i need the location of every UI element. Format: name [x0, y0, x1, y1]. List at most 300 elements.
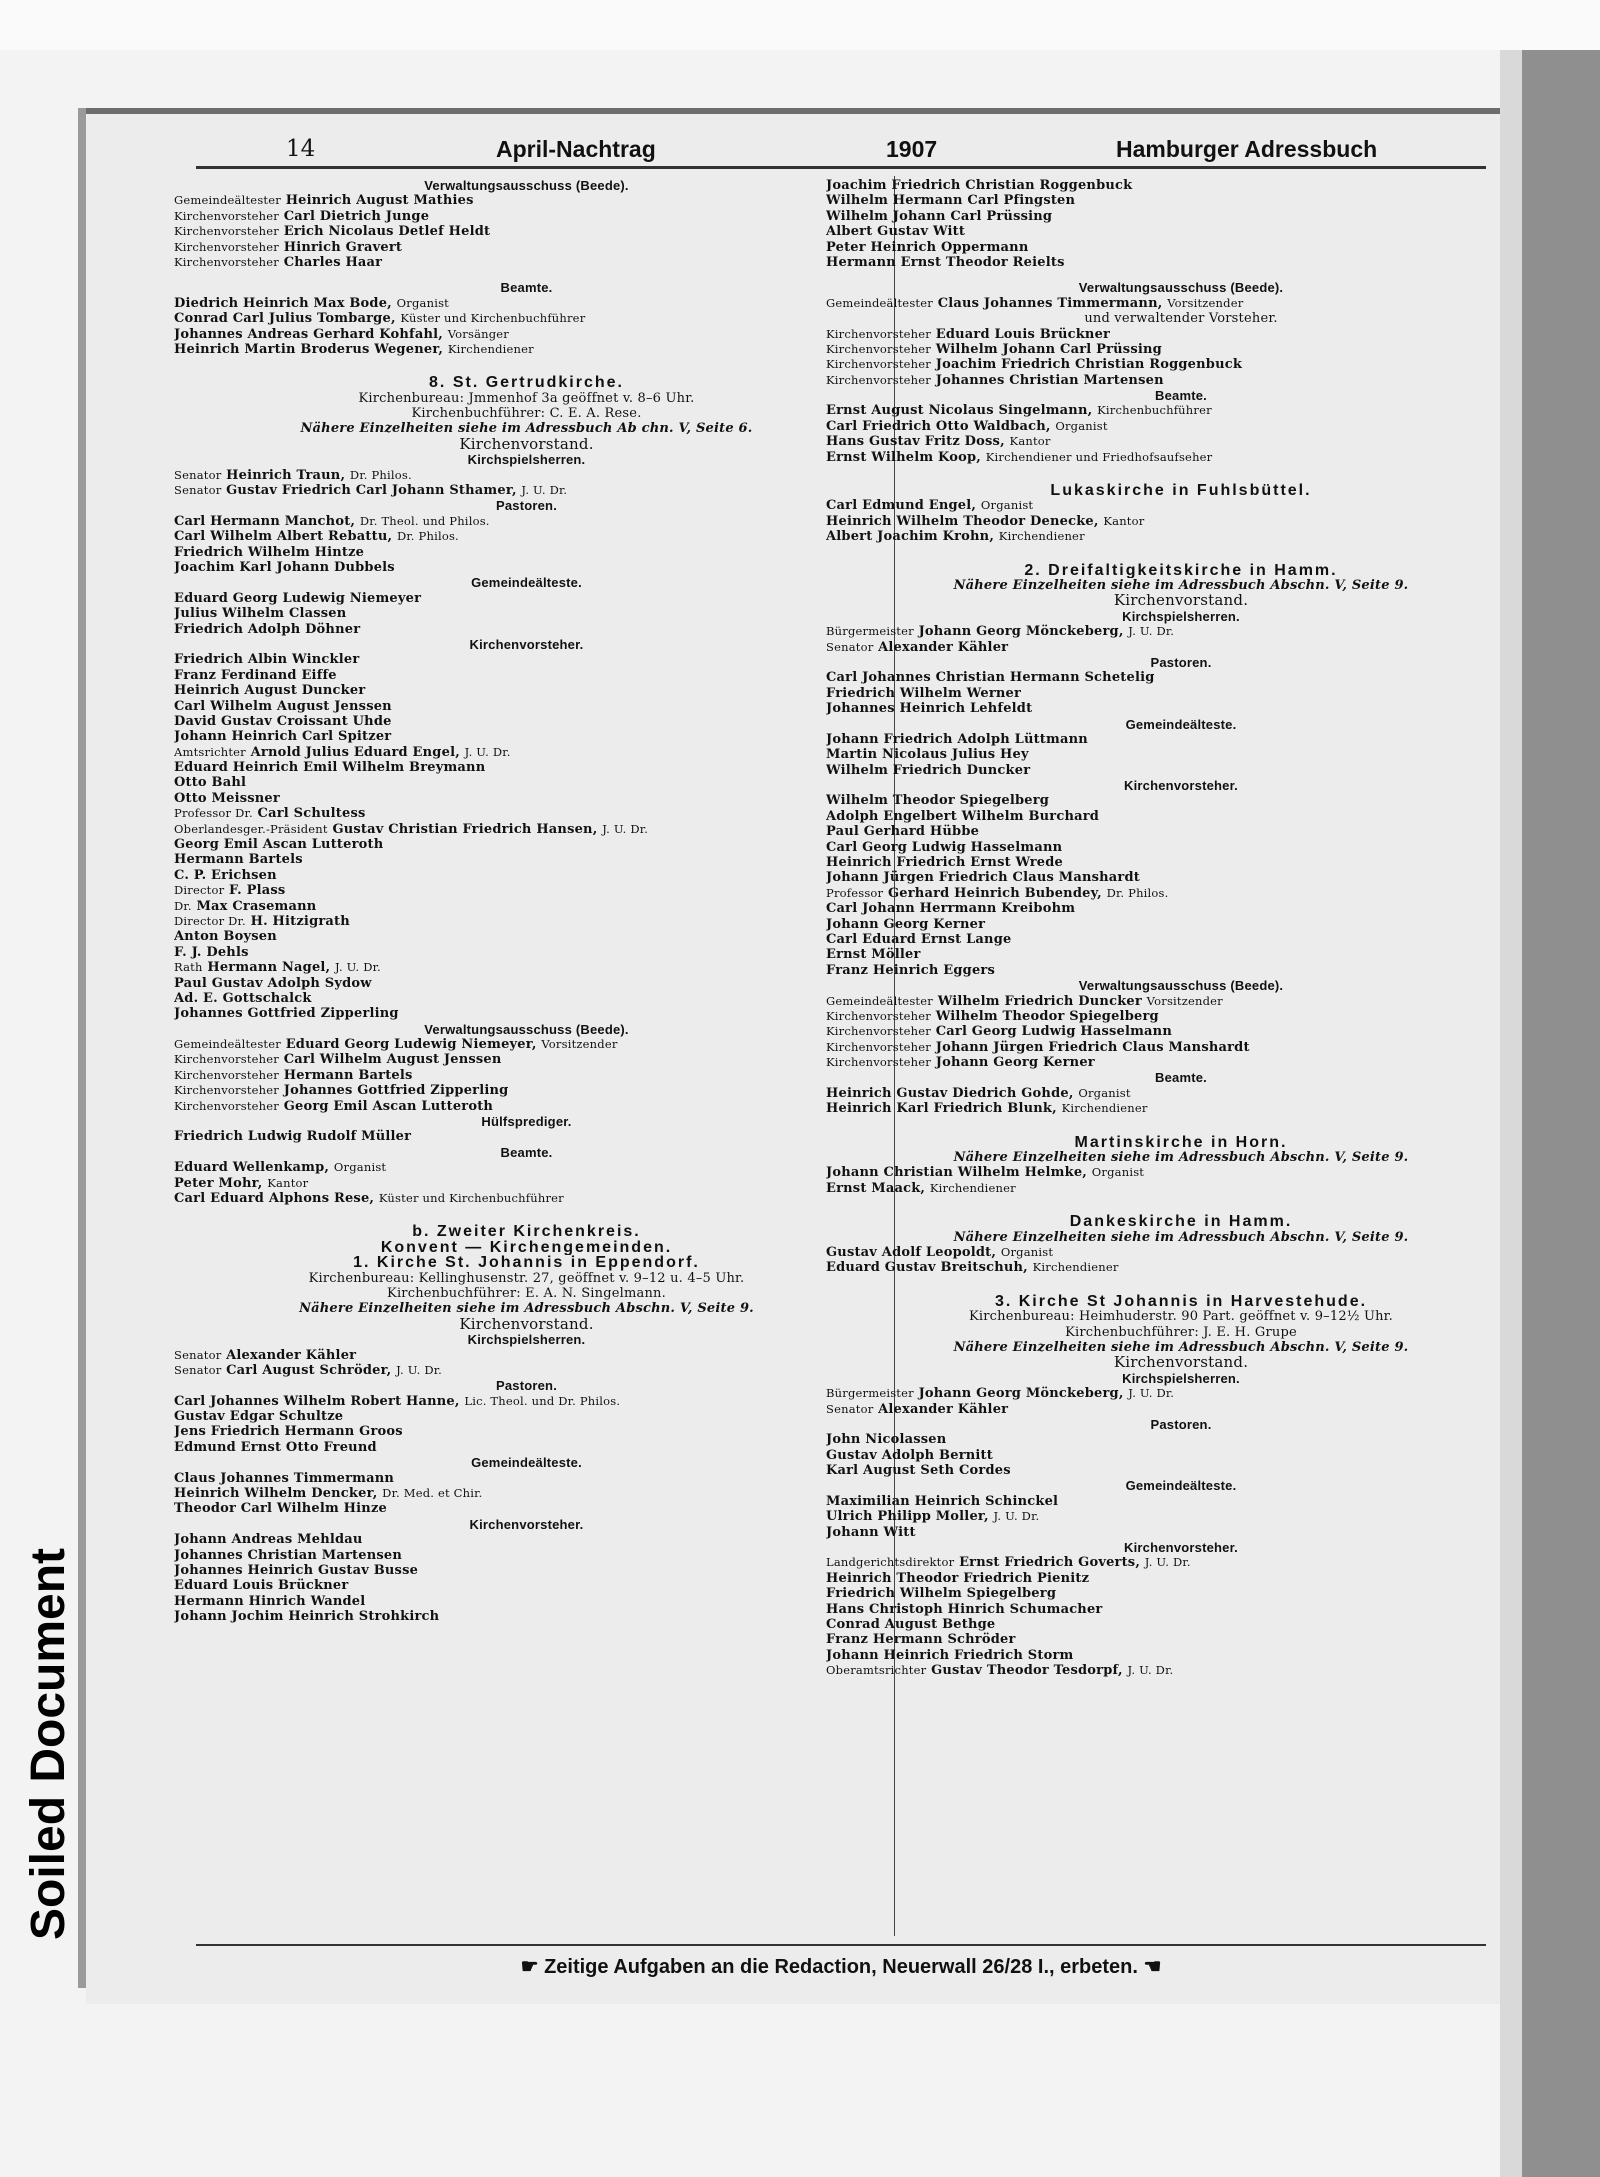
entry-name: Carl August Schröder, [226, 1362, 392, 1378]
entry-line [174, 514, 879, 529]
entry-line [826, 932, 1536, 947]
entry-line [826, 1463, 1536, 1478]
section-heading: Konvent — Kirchengemeinden. [380, 1239, 673, 1256]
entry-line [174, 193, 879, 208]
subheading: Verwaltungsausschuss (Beede). [424, 1021, 629, 1037]
entry-line [826, 1602, 1536, 1617]
entry-suffix: Vorsitzender [1167, 295, 1244, 310]
entry-line [174, 822, 879, 837]
entry-name: Johann Jürgen Friedrich Claus Manshardt [935, 1039, 1250, 1055]
entry-name: H. Hitzigrath [250, 913, 350, 929]
entry-name: Karl August Seth Cordes [826, 1463, 1011, 1479]
entry-line [826, 357, 1536, 372]
entry-line [174, 1532, 879, 1547]
entry-line [826, 1086, 1536, 1101]
entry-name: Friedrich Ludwig Rudolf Müller [174, 1129, 412, 1145]
entry-line [826, 901, 1536, 916]
entry-line [826, 640, 1536, 655]
entry-name: Johannes Christian Martensen [935, 372, 1164, 388]
entry-title: Dr. [174, 898, 192, 913]
spacer [826, 270, 1536, 280]
entry-line [174, 1609, 879, 1624]
entry-name: Carl Hermann Manchot, [174, 513, 356, 529]
entry-name: Otto Bahl [174, 775, 247, 791]
entry-line [174, 545, 879, 560]
footer-text: Zeitige Aufgaben an die Redaction, Neuerwall 26/28 I., erbeten. [544, 1956, 1138, 1978]
entry-line [826, 1586, 1536, 1601]
entry-line [174, 342, 879, 357]
entry-name: Carl Wilhelm August Jenssen [174, 698, 392, 714]
entry-name: Claus Johannes Timmermann [174, 1470, 395, 1486]
reference-note: Nähere Einzelheiten siehe im Adressbuch Abschn. V, Seite 9. [953, 577, 1409, 593]
subheading: Pastoren. [495, 498, 558, 514]
entry-line [174, 1037, 879, 1052]
entry-title: Kirchenvorsteher [174, 1083, 279, 1098]
pointing-hand-right-icon: ☚ [1143, 1956, 1162, 1978]
entry-line [174, 311, 879, 326]
page-number: 14 [286, 136, 316, 162]
entry-suffix: Organist [1091, 1165, 1145, 1180]
entry-name: Paul Gustav Adolph Sydow [174, 975, 372, 991]
pointing-hand-left-icon: ☛ [520, 1956, 539, 1978]
entry-line [174, 929, 879, 944]
entry-name: Arnold Julius Eduard Engel, [250, 744, 460, 760]
entry-line [826, 1055, 1536, 1070]
entry-name: Carl Georg Ludwig Hasselmann [826, 839, 1063, 855]
entry-name: F. Plass [229, 883, 286, 899]
section-heading: Lukaskirche in Fuhlsbüttel. [1050, 483, 1312, 499]
entry-name: Georg Emil Ascan Lutteroth [283, 1098, 494, 1114]
entry-title: Kirchenvorsteher [826, 341, 931, 356]
section-heading: Martinskirche in Horn. [1074, 1134, 1288, 1151]
entry-line [826, 886, 1536, 901]
entry-title: Senator [174, 1362, 222, 1377]
entry-name: Johann Christian Wilhelm Helmke, [826, 1165, 1088, 1181]
entry-line [826, 434, 1536, 449]
entry-name: Joachim Karl Johann Dubbels [174, 559, 395, 575]
reference-note: Nähere Einzelheiten siehe im Adressbuch Abschn. V, Seite 9. [299, 1301, 754, 1317]
subheading: Beamte. [500, 280, 553, 296]
entry-name: Heinrich Karl Friedrich Blunk, [826, 1101, 1057, 1117]
subheading: Kirchspielsherren. [1122, 1370, 1240, 1386]
spacer [826, 1117, 1536, 1135]
entry-title: Kirchenvorsteher [174, 1067, 279, 1082]
entry-name: Alexander Kähler [878, 1401, 1009, 1417]
entry-title: Senator [174, 467, 222, 482]
entry-name: Wilhelm Friedrich Duncker [937, 993, 1142, 1009]
entry-name: Georg Emil Ascan Lutteroth [174, 837, 384, 853]
entry-title: Kirchenvorsteher [826, 357, 931, 372]
entry-name: Hermann Bartels [283, 1067, 413, 1083]
entry-name: Hermann Ernst Theodor Reielts [826, 254, 1065, 270]
section-heading: 2. Dreifaltigkeitskirche in Hamm. [1024, 562, 1338, 578]
entry-line [826, 1165, 1536, 1180]
entry-name: Gustav Edgar Schultze [174, 1409, 344, 1425]
entry-title: Kirchenvorsteher [826, 1039, 931, 1054]
entry-line [826, 686, 1536, 701]
entry-name: Johann Jürgen Friedrich Claus Manshardt [826, 870, 1140, 886]
entry-name: Johann Georg Mönckeberg, [918, 1386, 1124, 1402]
entry-line [174, 976, 879, 991]
entry-name: Hermann Nagel, [207, 960, 331, 976]
entry-line [826, 994, 1536, 1009]
entry-line [826, 1509, 1536, 1524]
entry-line [826, 1571, 1536, 1586]
entry-name: Heinrich Theodor Friedrich Pienitz [826, 1570, 1090, 1586]
info-line: Kirchenbuchführer: J. E. H. Grupe [1065, 1324, 1297, 1340]
entry-line [174, 1409, 879, 1424]
entry-line [174, 1548, 879, 1563]
entry-suffix: Dr. Med. et Chir. [382, 1486, 483, 1501]
entry-suffix: Kantor [1009, 434, 1051, 449]
entry-name: Erich Nicolaus Detlef Heldt [283, 224, 491, 240]
spacer [174, 1206, 879, 1224]
entry-line [174, 837, 879, 852]
entry-title: Kirchenvorsteher [826, 1008, 931, 1023]
entry-name: Friedrich Wilhelm Spiegelberg [826, 1586, 1057, 1602]
entry-name: Franz Hermann Schröder [826, 1632, 1016, 1648]
entry-line [174, 699, 879, 714]
subheading: Kirchenvorsteher. [1124, 778, 1238, 794]
entry-line [826, 514, 1536, 529]
entry-title: Gemeindeältester [174, 193, 281, 208]
entry-line [826, 1386, 1536, 1401]
entry-line [174, 1501, 879, 1516]
entry-line [174, 468, 879, 483]
entry-line [174, 606, 879, 621]
entry-line [174, 1424, 879, 1439]
entry-line [174, 883, 879, 898]
soiled-document-label: Soiled Document [22, 1547, 75, 1940]
entry-name: Heinrich Martin Broderus Wegener, [174, 341, 444, 357]
entry-line [826, 1663, 1536, 1678]
entry-name: Eduard Georg Ludewig Niemeyer [174, 590, 422, 606]
reference-note: Nähere Einzelheiten siehe im Adressbuch Ab chn. V, Seite 6. [300, 421, 753, 437]
entry-line [826, 747, 1536, 762]
entry-name: Johann Georg Kerner [935, 1055, 1095, 1071]
entry-title: Director [174, 883, 225, 898]
entry-name: Carl Wilhelm August Jenssen [283, 1052, 502, 1068]
entry-line [826, 1024, 1536, 1039]
entry-name: Johannes Andreas Gerhard Kohfahl, [174, 326, 443, 342]
entry-name: Heinrich August Duncker [174, 683, 366, 699]
entry-line [174, 775, 879, 790]
subheading: Verwaltungsausschuss (Beede). [424, 178, 629, 193]
entry-suffix: Kirchendiener [1032, 1260, 1119, 1275]
entry-line [826, 1260, 1536, 1275]
entry-title: Senator [174, 1347, 222, 1362]
entry-name: Carl Johann Herrmann Kreibohm [826, 901, 1076, 917]
entry-name: Jens Friedrich Hermann Groos [174, 1424, 403, 1440]
entry-line [174, 914, 879, 929]
entry-name: Johann Jochim Heinrich Strohkirch [174, 1609, 440, 1625]
entry-name: Gustav Friedrich Carl Johann Sthamer, [226, 483, 517, 499]
entry-suffix: Kirchendiener [447, 341, 534, 356]
entry-suffix: Organist [1055, 418, 1108, 433]
entry-line [826, 296, 1536, 311]
entry-name: David Gustav Croissant Uhde [174, 713, 392, 729]
entry-title: Bürgermeister [826, 624, 914, 639]
entry-line [826, 1617, 1536, 1632]
subheading: Pastoren. [495, 1378, 558, 1394]
info-line: und verwaltender Vorsteher. [1084, 311, 1278, 327]
entry-suffix: Organist [396, 295, 450, 310]
entry-line [174, 1594, 879, 1609]
entry-name: Conrad Carl Julius Tombarge, [174, 311, 396, 327]
subheading: Beamte. [1155, 388, 1207, 404]
section-heading: Dankeskirche in Hamm. [1069, 1214, 1293, 1230]
section-heading: 3. Kirche St Johannis in Harvestehude. [994, 1293, 1368, 1310]
subheading: Gemeindeälteste. [471, 575, 582, 591]
header-rule [196, 166, 1486, 169]
entry-name: Hans Christoph Hinrich Schumacher [826, 1601, 1103, 1617]
entry-name: Ernst Maack, [826, 1180, 926, 1196]
entry-name: Albert Gustav Witt [826, 224, 966, 240]
entry-name: Peter Mohr, [174, 1175, 263, 1191]
entry-name: Friedrich Adolph Döhner [174, 621, 361, 637]
entry-line [174, 224, 879, 239]
entry-title: Rath [174, 960, 203, 975]
entry-name: Paul Gerhard Hübbe [826, 824, 980, 840]
entry-line [826, 419, 1536, 434]
entry-suffix: Dr. Philos. [349, 467, 412, 482]
entry-title: Senator [174, 483, 222, 498]
entry-suffix: Organist [333, 1160, 387, 1175]
entry-name: Hermann Hinrich Wandel [174, 1593, 366, 1609]
entry-line [174, 1363, 879, 1378]
entry-line [826, 1494, 1536, 1509]
subheading: Beamte. [1155, 1070, 1207, 1086]
info-line: Kirchenbuchführer: C. E. A. Rese. [411, 406, 642, 422]
entry-line [826, 1448, 1536, 1463]
document-page [86, 108, 1500, 2004]
entry-name: Joachim Friedrich Christian Roggenbuck [935, 357, 1243, 373]
entry-name: Otto Meissner [174, 790, 280, 806]
entry-line [826, 1101, 1536, 1116]
entry-name: Peter Heinrich Oppermann [826, 239, 1029, 255]
entry-line [174, 960, 879, 975]
entry-title: Kirchenvorsteher [174, 239, 279, 254]
entry-name: Heinrich August Mathies [285, 193, 474, 209]
entry-line [174, 1160, 879, 1175]
entry-name: Heinrich Wilhelm Theodor Denecke, [826, 513, 1099, 529]
entry-name: Eduard Louis Brückner [174, 1578, 349, 1594]
spacer [826, 1276, 1536, 1294]
info-line: Kirchenbureau: Kellinghusenstr. 27, geöffnet v. 9–12 u. 4–5 Uhr. [308, 1270, 745, 1286]
page-header [196, 122, 1486, 162]
entry-name: Alexander Kähler [226, 1347, 357, 1363]
entry-name: Johann Heinrich Friedrich Storm [826, 1647, 1074, 1663]
entry-line [826, 1648, 1536, 1663]
entry-name: Johannes Heinrich Lehfeldt [826, 701, 1033, 717]
spacer [826, 1196, 1536, 1214]
entry-line [174, 1486, 879, 1501]
entry-name: Eduard Louis Brückner [935, 326, 1111, 342]
entry-line [174, 1099, 879, 1114]
entry-name: Adolph Engelbert Wilhelm Burchard [826, 808, 1100, 824]
entry-name: Carl Edmund Engel, [826, 498, 977, 514]
entry-name: Carl Johannes Wilhelm Robert Hanne, [174, 1393, 460, 1409]
entry-line [174, 622, 879, 637]
entry-line [174, 1129, 879, 1144]
entry-line [174, 745, 879, 760]
entry-line [174, 714, 879, 729]
entry-name: Heinrich Gustav Diedrich Gohde, [826, 1085, 1074, 1101]
entry-line [826, 809, 1536, 824]
entry-suffix: Kirchendiener [1061, 1101, 1148, 1116]
entry-name: Wilhelm Johann Carl Prüssing [826, 208, 1053, 224]
entry-title: Oberlandesger.-Präsident [174, 821, 328, 836]
entry-line [174, 255, 879, 270]
entry-line [174, 209, 879, 224]
entry-name: Johann Georg Mönckeberg, [918, 624, 1124, 640]
entry-name: Alexander Kähler [878, 639, 1009, 655]
entry-line [826, 1555, 1536, 1570]
entry-line [174, 868, 879, 883]
entry-name: Ernst Wilhelm Koop, [826, 449, 982, 465]
entry-line [174, 296, 879, 311]
entry-line [174, 1068, 879, 1083]
entry-name: Carl Johannes Christian Hermann Schetelig [826, 670, 1155, 686]
entry-title: Amtsrichter [174, 744, 246, 759]
subheading: Verwaltungsausschuss (Beede). [1078, 280, 1284, 296]
entry-title: Senator [826, 639, 874, 654]
entry-line [174, 1176, 879, 1191]
entry-name: Eduard Wellenkamp, [174, 1160, 330, 1176]
entry-line [174, 1191, 879, 1206]
subheading: Kirchspielsherren. [1122, 608, 1240, 624]
entry-line [174, 1471, 879, 1486]
entry-title: Kirchenvorsteher [826, 1024, 931, 1039]
entry-suffix: Kantor [1103, 513, 1145, 528]
entry-line [174, 683, 879, 698]
entry-name: Gustav Christian Friedrich Hansen, [332, 821, 598, 837]
entry-title: Kirchenvorsteher [174, 1052, 279, 1067]
spacer [826, 545, 1536, 563]
entry-name: Anton Boysen [174, 929, 277, 945]
entry-line [826, 793, 1536, 808]
entry-suffix: J. U. Dr. [1144, 1555, 1191, 1570]
entry-suffix: Organist [1078, 1085, 1131, 1100]
header-right-title: Hamburger Adressbuch [1116, 136, 1378, 162]
entry-title: Professor [826, 885, 884, 900]
entry-name: Carl Eduard Alphons Rese, [174, 1191, 375, 1206]
entry-name: Charles Haar [283, 254, 383, 270]
entry-suffix: Organist [1000, 1245, 1054, 1259]
reference-note: Nähere Einzelheiten siehe im Adressbuch Abschn. V, Seite 9. [953, 1229, 1409, 1245]
page-edge-shadow [78, 108, 86, 1988]
entry-title: Gemeindeältester [826, 295, 933, 310]
entry-name: Conrad August Bethge [826, 1616, 996, 1632]
entry-name: Gustav Theodor Tesdorpf, [931, 1663, 1123, 1679]
entry-line [174, 945, 879, 960]
entry-line [174, 1348, 879, 1363]
entry-line [826, 1525, 1536, 1540]
entry-suffix: Kirchendiener [998, 529, 1085, 544]
entry-suffix: J. U. Dr. [464, 744, 511, 759]
reference-note: Nähere Einzelheiten siehe im Adressbuch Abschn. V, Seite 9. [953, 1339, 1409, 1355]
entry-line [826, 840, 1536, 855]
entry-name: Hans Gustav Fritz Doss, [826, 434, 1005, 450]
subheading: Kirchenvorsteher. [469, 1516, 584, 1532]
entry-suffix: J. U. Dr. [1128, 1386, 1175, 1401]
entry-line [826, 870, 1536, 885]
entry-suffix: J. U. Dr. [335, 960, 381, 975]
entry-name: Ulrich Philipp Moller, [826, 1509, 989, 1525]
entry-name: Johannes Gottfried Zipperling [283, 1083, 509, 1099]
entry-name: Friedrich Wilhelm Werner [826, 685, 1022, 701]
entry-line [174, 483, 879, 498]
entry-line [826, 450, 1536, 465]
spacer [826, 465, 1536, 483]
spacer [174, 357, 879, 375]
subheading: Kirchspielsherren. [467, 452, 586, 468]
entry-name: Theodor Carl Wilhelm Hinze [174, 1501, 388, 1517]
entry-line [826, 701, 1536, 716]
entry-title: Kirchenvorsteher [174, 254, 279, 269]
entry-line [826, 403, 1536, 418]
entry-name: Wilhelm Friedrich Duncker [826, 762, 1031, 778]
entry-line [826, 763, 1536, 778]
subheading: Kirchenvorsteher. [1124, 1540, 1238, 1556]
subheading: Kirchenvorstand. [1113, 593, 1249, 609]
entry-suffix: J. U. Dr. [521, 483, 568, 498]
entry-suffix: Vorsitzender [1146, 993, 1223, 1008]
entry-line [826, 1040, 1536, 1055]
entry-line [826, 732, 1536, 747]
entry-name: Maximilian Heinrich Schinckel [826, 1493, 1059, 1509]
entry-suffix: J. U. Dr. [1128, 624, 1175, 639]
entry-name: Heinrich Wilhelm Dencker, [174, 1486, 378, 1502]
entry-title: Gemeindeältester [826, 993, 933, 1008]
entry-name: Carl Georg Ludwig Hasselmann [935, 1024, 1172, 1040]
entry-line [826, 255, 1536, 270]
entry-suffix: Dr. Philos. [396, 529, 459, 544]
entry-line [826, 917, 1536, 932]
subheading: Pastoren. [1150, 1416, 1212, 1432]
entry-line [826, 824, 1536, 839]
entry-name: Johann Andreas Mehldau [174, 1532, 363, 1548]
entry-line [826, 947, 1536, 962]
entry-line [826, 670, 1536, 685]
entry-line [826, 1181, 1536, 1196]
entry-line [174, 1083, 879, 1098]
subheading: Kirchenvorstand. [459, 436, 594, 453]
entry-suffix: Dr. Theol. und Philos. [359, 513, 490, 528]
entry-line [826, 327, 1536, 342]
entry-line [174, 327, 879, 342]
entry-name: Eduard Gustav Breitschuh, [826, 1260, 1028, 1276]
entry-name: Ernst August Nicolaus Singelmann, [826, 403, 1093, 419]
entry-name: Johannes Gottfried Zipperling [174, 1006, 399, 1022]
entry-line [826, 1245, 1536, 1260]
subheading: Pastoren. [1150, 654, 1212, 670]
entry-line [826, 963, 1536, 978]
entry-line [174, 1440, 879, 1455]
entry-name: Carl Dietrich Junge [283, 208, 430, 224]
entry-line [826, 342, 1536, 357]
entry-name: Johann Witt [826, 1524, 916, 1540]
spacer [174, 270, 879, 280]
entry-name: Wilhelm Johann Carl Prüssing [935, 341, 1162, 357]
entry-line [826, 498, 1536, 513]
entry-line [174, 668, 879, 683]
entry-suffix: Lic. Theol. und Dr. Philos. [464, 1393, 621, 1408]
entry-title: Landgerichtsdirektor [826, 1555, 955, 1570]
entry-name: Johann Friedrich Adolph Lüttmann [826, 731, 1088, 747]
subheading: Gemeindeälteste. [471, 1455, 582, 1471]
left-column [174, 178, 879, 1625]
